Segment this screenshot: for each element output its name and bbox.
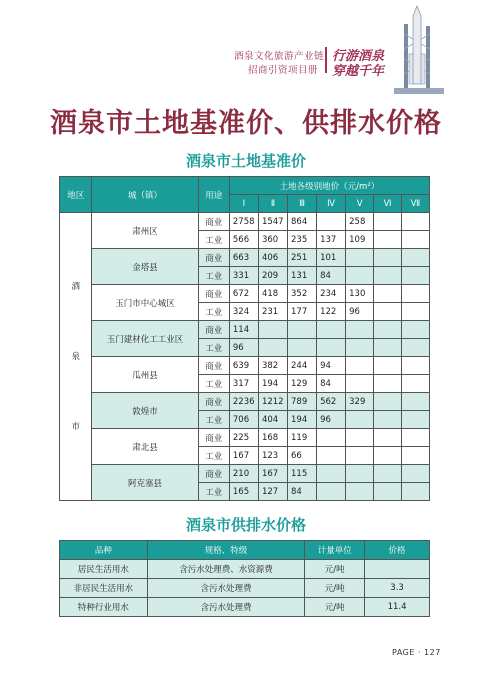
water-cell: 非居民生活用水	[60, 579, 148, 598]
price-cell	[374, 339, 402, 357]
price-cell	[374, 483, 402, 501]
page-header	[0, 0, 492, 95]
price-cell: 317	[229, 375, 258, 393]
price-cell: 114	[229, 321, 258, 339]
use-type: 商业	[198, 357, 229, 375]
header-level: Ⅰ	[229, 195, 258, 213]
table-row	[60, 465, 430, 483]
use-type: 工业	[198, 267, 229, 285]
price-cell: 165	[229, 483, 258, 501]
water-price-table	[59, 540, 430, 617]
slogan-line-1: 行游酒泉	[332, 49, 385, 64]
use-type: 工业	[198, 447, 229, 465]
price-cell	[374, 321, 402, 339]
water-header: 规格、特级	[147, 541, 305, 560]
water-cell: 居民生活用水	[60, 560, 148, 579]
table-row	[60, 249, 430, 267]
price-cell: 101	[317, 249, 346, 267]
price-cell: 566	[229, 231, 258, 249]
brand-line-1: 酒泉文化旅游产业链	[234, 51, 325, 62]
price-cell: 131	[288, 267, 317, 285]
region-char: 酒	[71, 281, 80, 292]
table-row	[60, 213, 430, 231]
water-cell: 含污水处理费、水资源费	[147, 560, 305, 579]
use-type: 工业	[198, 483, 229, 501]
price-cell	[317, 429, 346, 447]
region-char: 市	[71, 421, 80, 432]
price-cell	[346, 267, 374, 285]
region-cell	[60, 213, 92, 501]
price-cell	[402, 321, 430, 339]
price-cell: 235	[288, 231, 317, 249]
price-cell	[374, 429, 402, 447]
price-cell: 663	[229, 249, 258, 267]
price-cell: 234	[317, 285, 346, 303]
use-type: 商业	[198, 321, 229, 339]
price-cell: 96	[229, 339, 258, 357]
price-cell: 115	[288, 465, 317, 483]
price-cell	[374, 465, 402, 483]
price-cell	[374, 375, 402, 393]
water-cell: 3.3	[365, 579, 430, 598]
use-type: 商业	[198, 465, 229, 483]
town-name: 金塔县	[92, 249, 198, 285]
price-cell	[317, 447, 346, 465]
table-row	[60, 285, 430, 303]
price-cell: 382	[258, 357, 287, 375]
price-cell	[317, 213, 346, 231]
price-cell: 210	[229, 465, 258, 483]
price-cell	[402, 483, 430, 501]
price-cell: 96	[346, 303, 374, 321]
price-cell	[402, 285, 430, 303]
header-price-group: 土地各级别地价（元/m²）	[229, 177, 429, 195]
price-cell	[402, 465, 430, 483]
price-cell: 324	[229, 303, 258, 321]
price-cell: 244	[288, 357, 317, 375]
price-cell	[374, 285, 402, 303]
table-row	[60, 579, 430, 598]
town-name: 敦煌市	[92, 393, 198, 429]
price-cell: 84	[317, 375, 346, 393]
header-level: Ⅴ	[346, 195, 374, 213]
water-table-title: 酒泉市供排水价格	[185, 516, 306, 534]
price-cell: 231	[258, 303, 287, 321]
use-type: 商业	[198, 213, 229, 231]
price-cell	[402, 231, 430, 249]
price-cell: 706	[229, 411, 258, 429]
land-table-title: 酒泉市土地基准价	[185, 152, 306, 170]
town-name: 玉门建材化工工业区	[92, 321, 198, 357]
price-cell: 639	[229, 357, 258, 375]
price-cell	[402, 393, 430, 411]
header-level: Ⅵ	[374, 195, 402, 213]
price-cell	[374, 357, 402, 375]
price-cell: 167	[229, 447, 258, 465]
price-cell	[346, 483, 374, 501]
use-type: 工业	[198, 303, 229, 321]
price-cell: 130	[346, 285, 374, 303]
price-cell: 84	[317, 267, 346, 285]
price-cell	[374, 393, 402, 411]
price-cell	[346, 321, 374, 339]
region-char: 泉	[71, 351, 80, 362]
table-row	[60, 321, 430, 339]
price-cell: 404	[258, 411, 287, 429]
water-header: 计量单位	[305, 541, 365, 560]
price-cell: 1212	[258, 393, 287, 411]
water-cell: 11.4	[365, 598, 430, 617]
water-cell: 特种行业用水	[60, 598, 148, 617]
price-cell	[288, 321, 317, 339]
header-level: Ⅲ	[288, 195, 317, 213]
price-cell	[402, 303, 430, 321]
price-cell	[374, 303, 402, 321]
water-header: 品种	[60, 541, 148, 560]
water-cell: 含污水处理费	[147, 579, 305, 598]
price-cell: 360	[258, 231, 287, 249]
use-type: 商业	[198, 285, 229, 303]
use-type: 商业	[198, 429, 229, 447]
header-region: 地区	[60, 177, 92, 213]
price-cell: 2236	[229, 393, 258, 411]
price-cell: 129	[288, 375, 317, 393]
land-price-table	[59, 176, 430, 501]
price-cell: 789	[288, 393, 317, 411]
header-level: Ⅶ	[402, 195, 430, 213]
price-cell	[402, 357, 430, 375]
table-row	[60, 560, 430, 579]
price-cell	[402, 375, 430, 393]
use-type: 工业	[198, 339, 229, 357]
price-cell	[402, 213, 430, 231]
price-cell	[317, 465, 346, 483]
price-cell: 127	[258, 483, 287, 501]
price-cell: 225	[229, 429, 258, 447]
price-cell	[346, 357, 374, 375]
water-header: 价格	[365, 541, 430, 560]
table-row	[60, 429, 430, 447]
price-cell	[374, 249, 402, 267]
price-cell	[346, 339, 374, 357]
price-cell	[346, 375, 374, 393]
price-cell	[402, 429, 430, 447]
water-cell: 元/吨	[305, 598, 365, 617]
price-cell: 123	[258, 447, 287, 465]
price-cell: 2758	[229, 213, 258, 231]
price-cell	[402, 249, 430, 267]
town-name: 肃北县	[92, 429, 198, 465]
price-cell: 137	[317, 231, 346, 249]
town-name: 瓜州县	[92, 357, 198, 393]
price-cell: 251	[288, 249, 317, 267]
town-name: 阿克塞县	[92, 465, 198, 501]
price-cell: 194	[288, 411, 317, 429]
header-town: 城（镇）	[92, 177, 198, 213]
use-type: 商业	[198, 249, 229, 267]
price-cell	[402, 411, 430, 429]
price-cell	[288, 339, 317, 357]
price-cell: 122	[317, 303, 346, 321]
slogan-line-2: 穿越千年	[332, 64, 385, 79]
price-cell	[374, 231, 402, 249]
page-title: 酒泉市土地基准价、供排水价格	[50, 108, 442, 139]
use-type: 工业	[198, 375, 229, 393]
table-row	[60, 393, 430, 411]
price-cell: 258	[346, 213, 374, 231]
table-row	[60, 357, 430, 375]
rocket-launch-tower-icon	[386, 4, 450, 94]
price-cell: 1547	[258, 213, 287, 231]
price-cell	[374, 411, 402, 429]
price-cell: 672	[229, 285, 258, 303]
price-cell: 352	[288, 285, 317, 303]
price-cell: 177	[288, 303, 317, 321]
price-cell	[346, 465, 374, 483]
price-cell	[402, 339, 430, 357]
water-cell: 元/吨	[305, 560, 365, 579]
use-type: 工业	[198, 411, 229, 429]
price-cell	[374, 267, 402, 285]
price-cell: 209	[258, 267, 287, 285]
price-cell: 94	[317, 357, 346, 375]
town-name: 肃州区	[92, 213, 198, 249]
price-cell	[346, 411, 374, 429]
price-cell: 194	[258, 375, 287, 393]
price-cell: 331	[229, 267, 258, 285]
town-name: 玉门市中心城区	[92, 285, 198, 321]
header-level: Ⅱ	[258, 195, 287, 213]
price-cell	[317, 483, 346, 501]
use-type: 工业	[198, 231, 229, 249]
water-cell: 元/吨	[305, 579, 365, 598]
price-cell	[374, 447, 402, 465]
price-cell: 119	[288, 429, 317, 447]
price-cell: 96	[317, 411, 346, 429]
header-use: 用途	[198, 177, 229, 213]
price-cell	[402, 267, 430, 285]
water-cell	[365, 560, 430, 579]
price-cell: 562	[317, 393, 346, 411]
price-cell: 418	[258, 285, 287, 303]
price-cell: 406	[258, 249, 287, 267]
price-cell	[346, 429, 374, 447]
price-cell: 168	[258, 429, 287, 447]
price-cell: 84	[288, 483, 317, 501]
price-cell	[346, 447, 374, 465]
price-cell	[317, 321, 346, 339]
brand-line-2: 招商引资项目册	[248, 65, 319, 76]
price-cell	[346, 249, 374, 267]
header-level: Ⅳ	[317, 195, 346, 213]
page-number: PAGE · 127	[392, 648, 441, 657]
table-row	[60, 598, 430, 617]
price-cell: 109	[346, 231, 374, 249]
price-cell	[402, 447, 430, 465]
price-cell: 167	[258, 465, 287, 483]
water-cell: 含污水处理费	[147, 598, 305, 617]
price-cell	[258, 339, 287, 357]
use-type: 商业	[198, 393, 229, 411]
price-cell: 329	[346, 393, 374, 411]
header-divider	[325, 47, 327, 73]
price-cell	[258, 321, 287, 339]
price-cell: 66	[288, 447, 317, 465]
price-cell: 864	[288, 213, 317, 231]
price-cell	[374, 213, 402, 231]
price-cell	[317, 339, 346, 357]
